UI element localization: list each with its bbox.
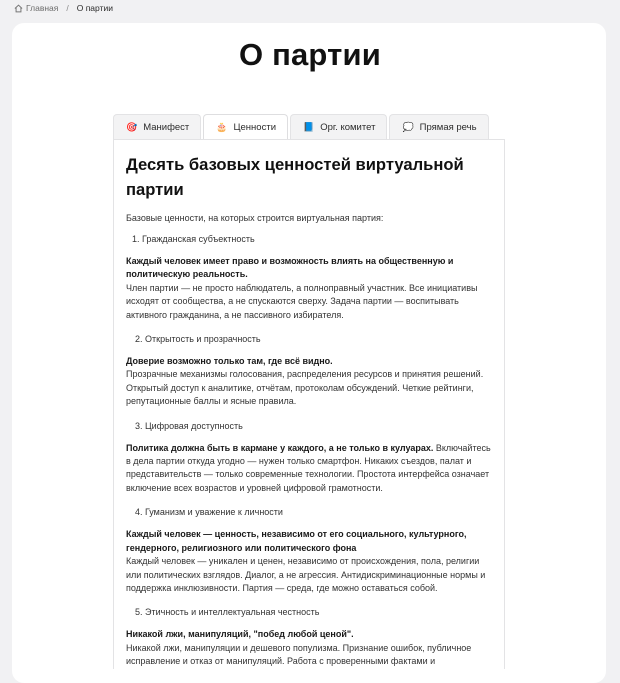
value-lead: Никакой лжи, манипуляций, "побед любой ценой". <box>126 629 354 640</box>
value-title: 2. Открытость и прозрачность <box>135 334 261 345</box>
value-text: Член партии — не просто наблюдатель, а полноправный участник. Все инициативы исходят от сообщества, а не спускаются сверху. Задача партии — воспитывать активного гражданина, а не пассивного избирателя. <box>126 282 478 320</box>
breadcrumb <box>14 2 113 14</box>
value-text: Прозрачные механизмы голосования, распределения ресурсов и принятия решений. Открытый доступ к аналитике, отчётам, протоколам обсуждений. Четкие рейтинги, репутационные баллы и ясные правила. <box>126 369 484 407</box>
tab-direct-speech[interactable] <box>389 114 488 139</box>
tab-label: Орг. комитет <box>320 121 376 133</box>
tab-label: Ценности <box>233 121 276 133</box>
value-description <box>126 355 493 409</box>
breadcrumb-home-link[interactable]: Главная <box>26 3 59 13</box>
tab-org-committee[interactable] <box>290 114 387 139</box>
value-description <box>126 528 493 595</box>
tab-label: Прямая речь <box>419 121 477 133</box>
thought-bubble-icon: 💭 <box>402 121 414 132</box>
value-text: Включайтесь в дела партии откуда угодно — нужен только смартфон. Никаких съездов, палат и представительств — только современные технологии. Простота интерфейса означает включение всех возрастов и уровней цифровой грамотности. <box>126 442 491 493</box>
breadcrumb-current: О партии <box>76 3 113 13</box>
breadcrumb-separator: / <box>66 3 69 13</box>
target-icon: 🎯 <box>126 121 138 132</box>
value-text: Каждый человек — уникален и ценен, независимо от происхождения, пола, религии или политических взглядов. Диалог, а не агрессия. Антидискриминационные нормы и поддержка инклюзивности. Партия — среда, где можно оставаться собой. <box>126 556 486 593</box>
intro-text: Базовые ценности, на которых строится виртуальная партия: <box>126 213 384 223</box>
tab-values[interactable] <box>203 114 288 139</box>
value-lead: Каждый человек имеет право и возможность влиять на общественную и политическую реальность. <box>126 256 454 280</box>
value-title: 1. Гражданская субъектность <box>132 234 255 244</box>
value-description <box>126 628 493 668</box>
value-text: Никакой лжи, манипуляции и дешевого популизма. Признание ошибок, публичное исправление и отказ от манипуляций. Работа с проверенными фактами и <box>126 642 472 667</box>
cake-icon: 🎂 <box>216 121 228 132</box>
value-title: 5. Этичность и интеллектуальная честность <box>135 607 320 618</box>
value-title: 4. Гуманизм и уважение к личности <box>135 507 283 518</box>
value-lead: Доверие возможно только там, где всё видно. <box>126 356 333 367</box>
tab-bar <box>113 114 491 139</box>
section-heading: Десять базовых ценностей виртуальной партии <box>126 155 464 199</box>
tab-manifest[interactable] <box>113 114 201 139</box>
book-icon: 📘 <box>303 121 315 132</box>
value-description <box>126 255 493 322</box>
page-title: О партии <box>238 37 382 72</box>
value-title: 3. Цифровая доступность <box>135 420 243 431</box>
value-lead: Политика должна быть в кармане у каждого, а не только в кулуарах. <box>126 442 434 453</box>
tab-panel-values <box>113 139 505 669</box>
value-lead: Каждый человек — ценность, независимо от его социального, культурного, гендерного, религиозного или политического фона <box>126 529 467 553</box>
tab-label: Манифест <box>143 121 190 133</box>
value-description <box>126 442 493 496</box>
home-icon[interactable] <box>14 4 23 13</box>
